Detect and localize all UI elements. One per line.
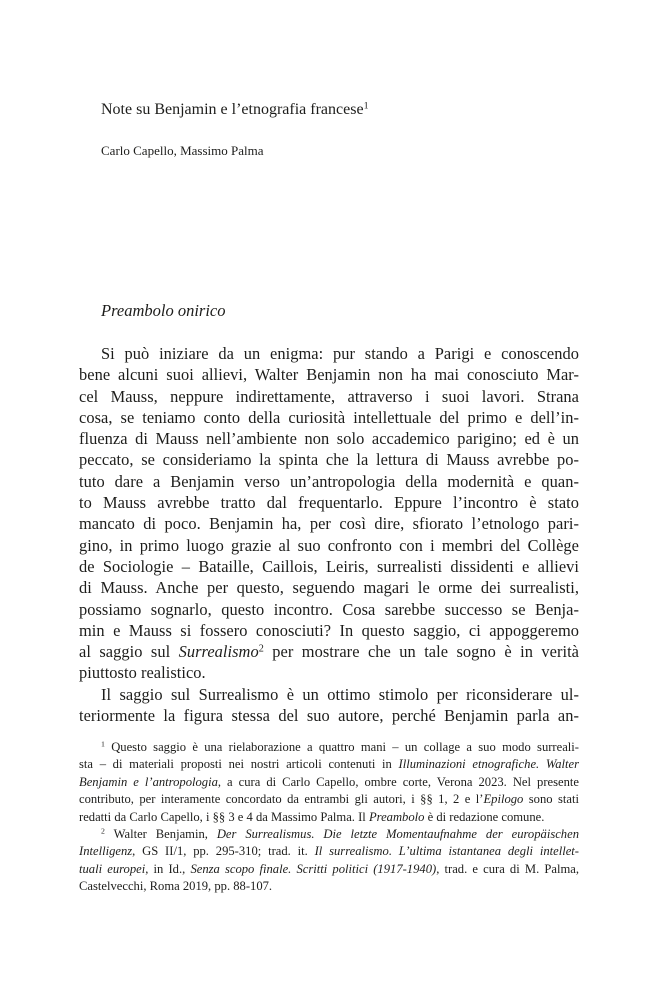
footnotes — [79, 739, 579, 896]
footnote-line: Castelvecchi, Roma 2019, pp. 88-107. — [79, 879, 273, 894]
body-line: Si può iniziare da un enigma: pur stando a Parigi e conoscendo — [101, 344, 579, 363]
body-line: gino, in primo luogo grazie al suo confronto con i membri del Collège — [79, 535, 579, 555]
body-line: tuto dare a Benjamin verso un’antropologia della modernità e quan- — [79, 471, 579, 491]
body-line: to Mauss avrebbe tratto dal frequentarlo. Eppure l’incontro è stato — [79, 493, 579, 513]
footnote-line: Intelligenz, GS II/1, pp. 295-310; trad. it. Il surrealismo. L’ultima istantanea degli intellet- — [79, 844, 579, 859]
body-line: cel Mauss, neppure indirettamente, attraverso i suoi lavori. Strana — [79, 386, 579, 406]
body-line: teriormente la figura stessa del suo autore, perché Benjamin parla an- — [79, 706, 579, 726]
footnote-line: tuali europei, in Id., Senza scopo finale. Scritti politici (1917-1940), trad. e cura di M. Palma, — [79, 861, 579, 876]
body-line: piuttosto realistico. — [79, 663, 206, 683]
footnote-2-mark: 2 — [101, 826, 105, 836]
footnote-1: $^1$ Questo saggio è una rielaborazione a quattro mani – un collage a suo modo surreali- — [101, 739, 579, 754]
body-line: bene alcuni suoi allievi, Walter Benjamin non ha mai conosciuto Mar- — [79, 365, 579, 385]
footnote-line: sta – di materiali proposti nei nostri articoli contenuti in Illuminazioni etnografiche. Walter — [79, 757, 580, 772]
body-line: peccato, se consideriamo la spinta che la lettura di Mauss avrebbe po- — [79, 450, 579, 470]
footnote-mark-2[interactable]: 2 — [258, 643, 264, 655]
body-line: al saggio sul Surrealismo$^2$ per mostrare che un tale sogno è in verità — [79, 642, 579, 662]
body-line: min e Mauss si fossero conosciuti? In questo saggio, ci appoggeremo — [79, 620, 579, 640]
footnote-line: contributo, per interamente concordato da entrambi gli autori, i §§ 1, 2 e l’Epilogo sono stati — [79, 792, 579, 807]
footnote-1-mark: 1 — [101, 739, 105, 749]
section-heading: Preambolo onirico — [101, 301, 226, 320]
article-title — [101, 100, 369, 120]
body-text — [79, 343, 579, 726]
title-footnote-mark[interactable]: 1 — [363, 100, 369, 112]
article-title-text: Note su Benjamin e l’etnografia francese — [101, 101, 364, 118]
body-line: di Mauss. Anche per questo, seguendo magari le orme dei surrealisti, — [79, 578, 579, 598]
footnote-line: redatti da Carlo Capello, i §§ 3 e 4 da Massimo Palma. Il Preambolo è di redazione comune. — [79, 809, 545, 824]
body-line: de Sociologie – Bataille, Caillois, Leiris, surrealisti dissidenti e allievi — [79, 556, 579, 576]
footnote-line: Benjamin e l’antropologia, a cura di Carlo Capello, ombre corte, Verona 2023. Nel presente — [79, 774, 579, 789]
body-line: cosa, se teniamo conto della curiosità intellettuale del primo e dell’in- — [79, 407, 579, 427]
footnote-2: $^2$ Walter Benjamin, Der Surrealismus. Die letzte Momentaufnahme der europäischen — [101, 826, 579, 841]
body-line: possiamo sognarlo, questo incontro. Cosa sarebbe successo se Benja- — [79, 599, 579, 619]
body-line: Il saggio sul Surrealismo è un ottimo stimolo per riconsiderare ul- — [101, 684, 579, 704]
body-line: fluenza di Mauss nell’ambiente non solo accademico parigino; ed è un — [79, 429, 579, 449]
surrealismo-title: Surrealismo — [178, 642, 259, 662]
article-authors: Carlo Capello, Massimo Palma — [101, 143, 264, 158]
body-line: mancato di poco. Benjamin ha, per così dire, sfiorato l’etnologo pari- — [79, 514, 579, 534]
